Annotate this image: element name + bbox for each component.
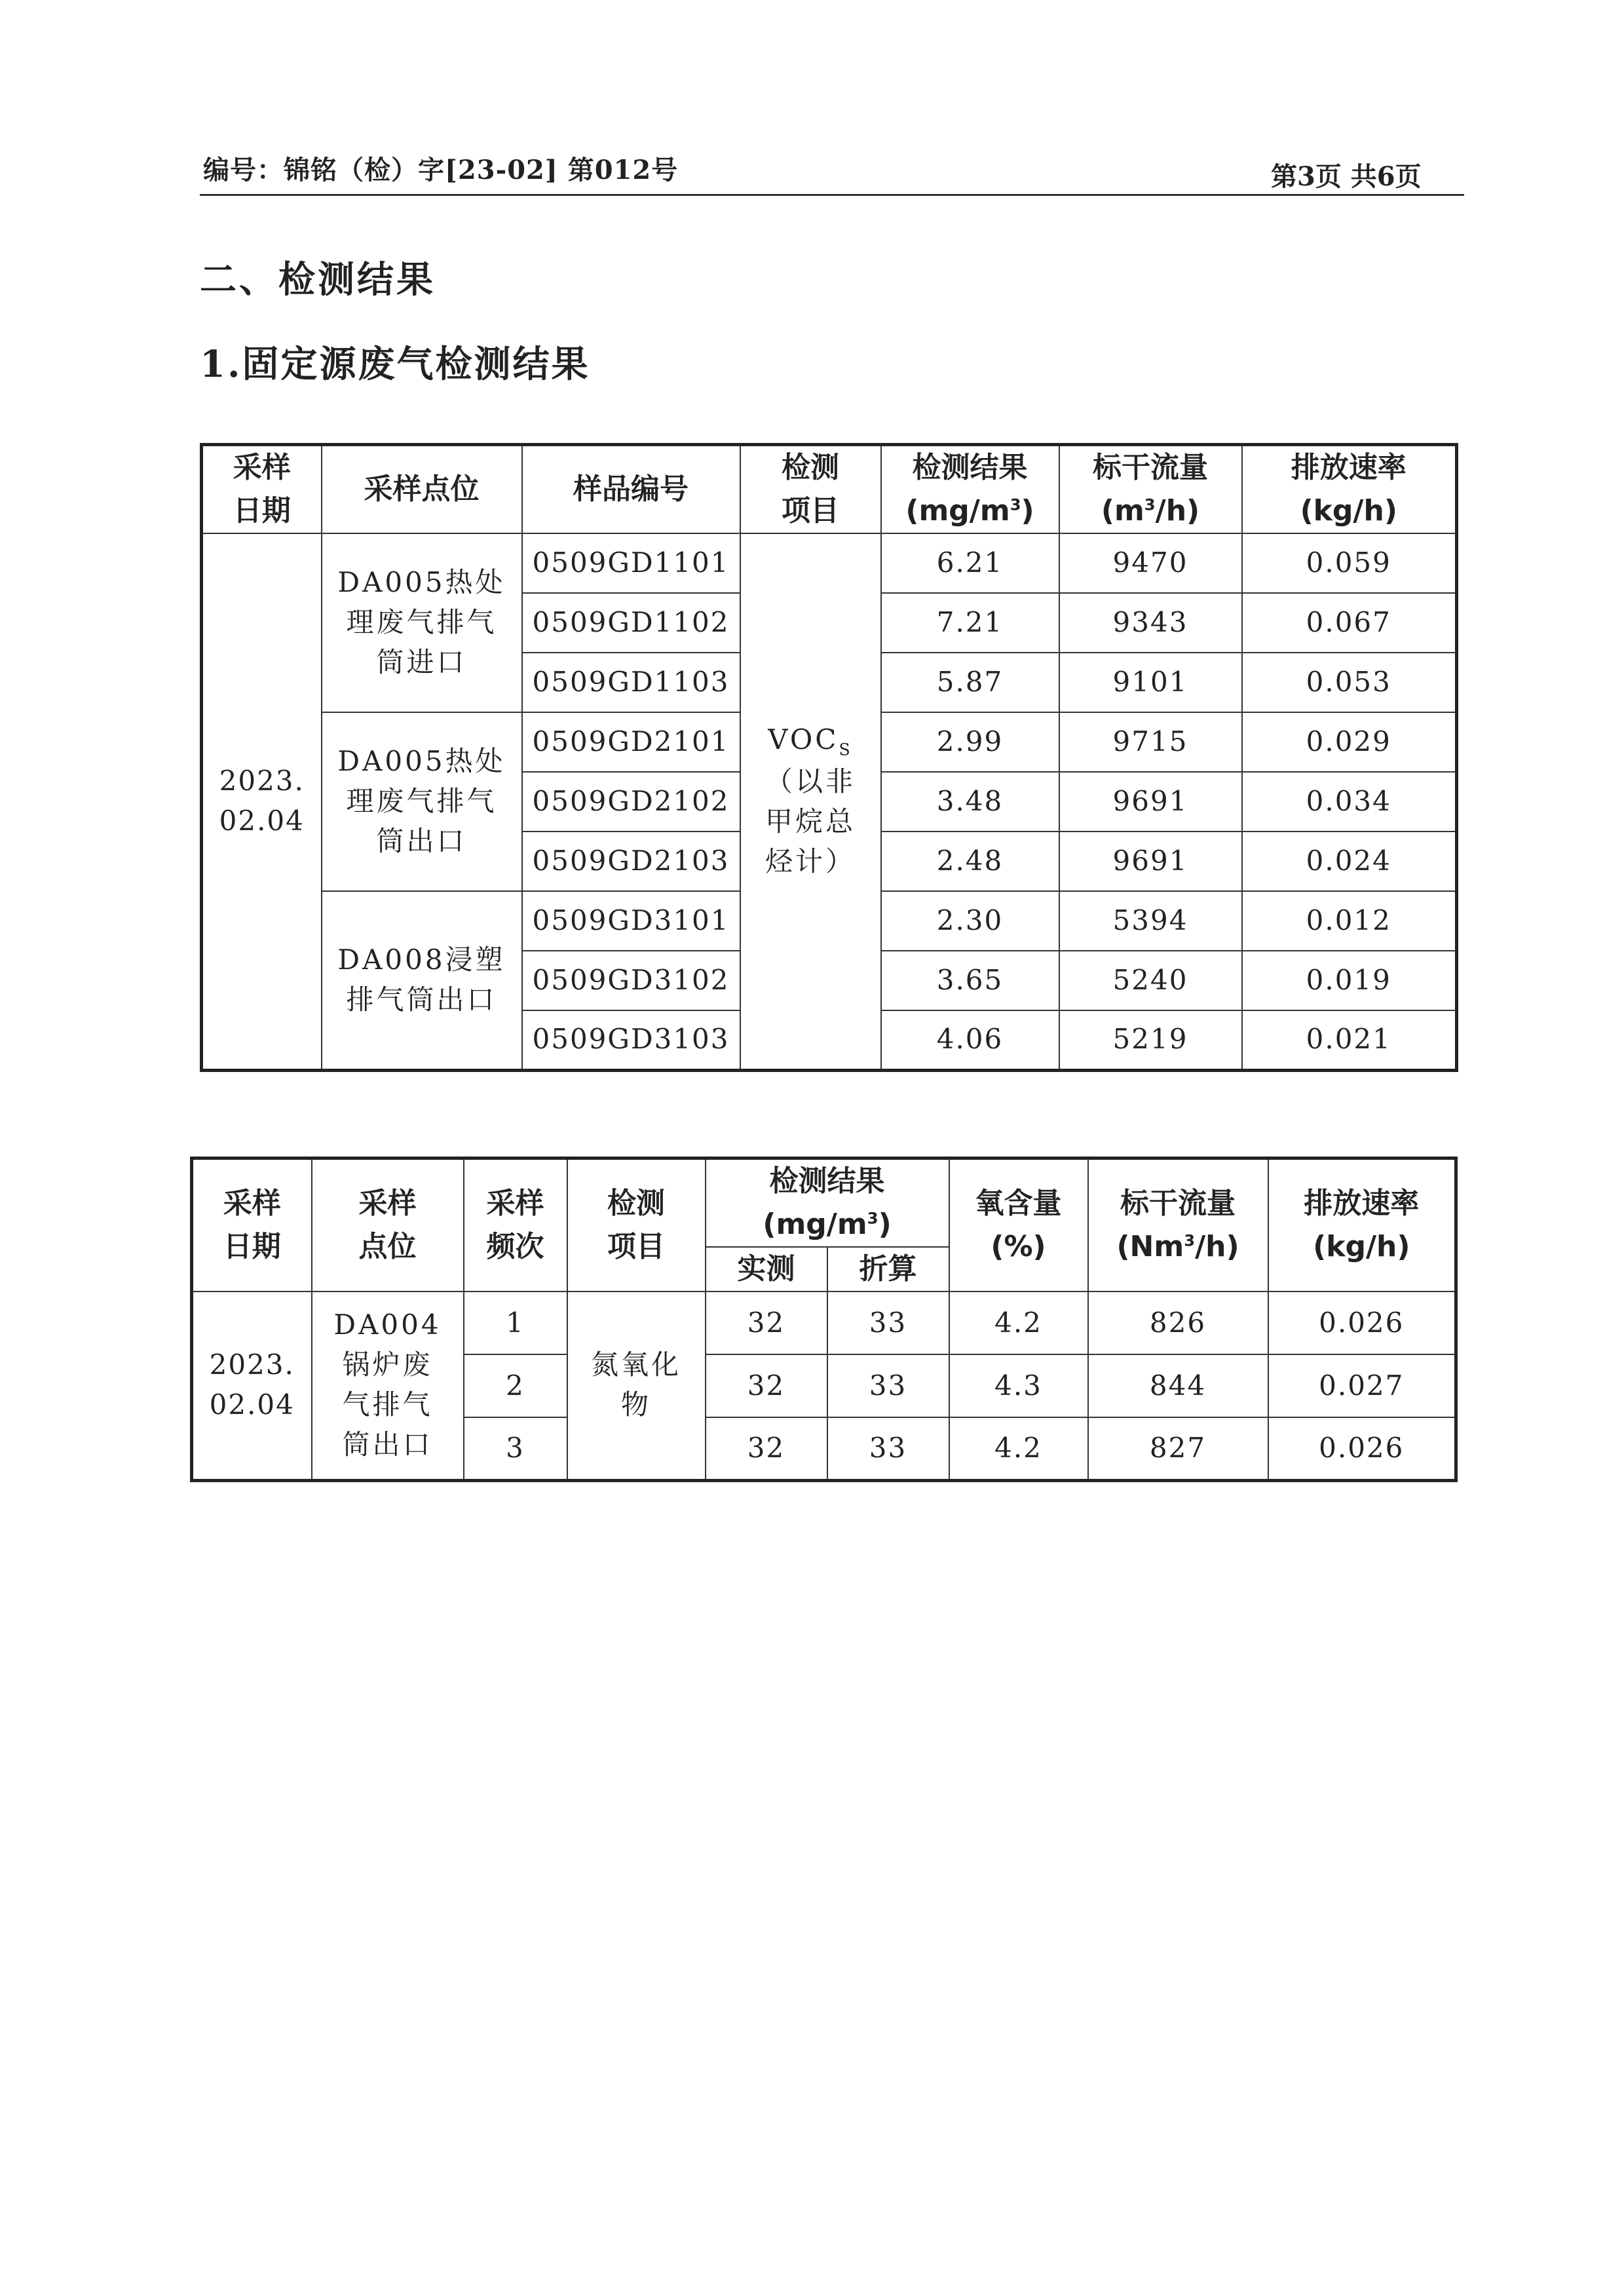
result-cell: 5.87 [881, 653, 1059, 712]
section-title: 二、检测结果 [200, 258, 436, 301]
flow-cell: 5394 [1059, 891, 1242, 951]
flow-cell: 5219 [1059, 1010, 1242, 1070]
header-test-item: 检测 项目 [567, 1158, 706, 1292]
oxygen-cell: 4.3 [949, 1354, 1088, 1417]
rate-cell: 0.067 [1242, 593, 1457, 653]
sample-id-cell: 0509GD3103 [522, 1010, 740, 1070]
header-sampling-point: 采样点位 [322, 445, 522, 534]
sample-id-cell: 0509GD3101 [522, 891, 740, 951]
frequency-cell: 2 [464, 1354, 567, 1417]
header-flow: 标干流量 (Nm$^3$/h) [1088, 1158, 1268, 1292]
sampling-point-cell: DA004 锅炉废 气排气 筒出口 [312, 1292, 464, 1480]
measured-cell: 32 [706, 1292, 827, 1354]
measured-cell: 32 [706, 1417, 827, 1480]
header-flow: 标干流量 $(m^3/h)$ [1059, 445, 1242, 534]
converted-cell: 33 [827, 1354, 949, 1417]
header-sampling-frequency: 采样 频次 [464, 1158, 567, 1292]
table-row [202, 533, 1457, 593]
flow-cell: 9470 [1059, 533, 1242, 593]
result-cell: 2.30 [881, 891, 1059, 951]
rate-cell: 0.021 [1242, 1010, 1457, 1070]
sample-id-cell: 0509GD1102 [522, 593, 740, 653]
rate-cell: 0.019 [1242, 951, 1457, 1010]
result-cell: 3.65 [881, 951, 1059, 1010]
frequency-cell: 1 [464, 1292, 567, 1354]
sample-id-cell: 0509GD2103 [522, 832, 740, 891]
document-number: 编号：锦铭（检）字[23-02] 第012号 [203, 155, 679, 185]
header-measured: 实测 [706, 1247, 827, 1292]
rate-cell: 0.059 [1242, 533, 1457, 593]
rate-cell: 0.027 [1268, 1354, 1456, 1417]
header-sampling-point: 采样 点位 [312, 1158, 464, 1292]
sample-id-cell: 0509GD3102 [522, 951, 740, 1010]
rate-cell: 0.026 [1268, 1292, 1456, 1354]
converted-cell: 33 [827, 1417, 949, 1480]
flow-cell: 5240 [1059, 951, 1242, 1010]
rate-cell: 0.026 [1268, 1417, 1456, 1480]
result-cell: 3.48 [881, 772, 1059, 832]
sample-id-cell: 0509GD1103 [522, 653, 740, 712]
header-converted: 折算 [827, 1247, 949, 1292]
result-cell: 4.06 [881, 1010, 1059, 1070]
result-cell: 7.21 [881, 593, 1059, 653]
test-item-cell: $VOC_S$ （以非 甲烷总 烃计） [740, 533, 881, 1070]
header-oxygen-content: 氧含量 (%) [949, 1158, 1088, 1292]
sample-id-cell: 0509GD2102 [522, 772, 740, 832]
sampling-date-cell: 2023. 02.04 [192, 1292, 312, 1480]
sampling-point-cell: DA008浸塑 排气筒出口 [322, 891, 522, 1070]
header-test-item: 检测 项目 [740, 445, 881, 534]
header-test-result: 检测结果 $(mg/m^3)$ [881, 445, 1059, 534]
oxygen-cell: 4.2 [949, 1292, 1088, 1354]
header-emission-rate: 排放速率 (kg/h) [1268, 1158, 1456, 1292]
flow-cell: 9101 [1059, 653, 1242, 712]
nox-results-table [190, 1157, 1458, 1482]
rate-cell: 0.024 [1242, 832, 1457, 891]
page-info: 第3页 共6页 [1271, 161, 1422, 192]
header-emission-rate: 排放速率 (kg/h) [1242, 445, 1457, 534]
flow-cell: 827 [1088, 1417, 1268, 1480]
result-cell: 6.21 [881, 533, 1059, 593]
sampling-point-cell: DA005热处 理废气排气 筒出口 [322, 712, 522, 891]
table-row [192, 1292, 1456, 1354]
table-header-row [202, 445, 1457, 534]
subsection-title: 1.固定源废气检测结果 [200, 343, 590, 386]
converted-cell: 33 [827, 1292, 949, 1354]
sample-id-cell: 0509GD1101 [522, 533, 740, 593]
measured-cell: 32 [706, 1354, 827, 1417]
result-cell: 2.99 [881, 712, 1059, 772]
sampling-point-cell: DA005热处 理废气排气 筒进口 [322, 533, 522, 712]
header-test-result: 检测结果 $(mg/m^3)$ [706, 1158, 949, 1248]
flow-cell: 844 [1088, 1354, 1268, 1417]
rate-cell: 0.053 [1242, 653, 1457, 712]
voc-results-table [200, 443, 1458, 1072]
rate-cell: 0.029 [1242, 712, 1457, 772]
header-sampling-date: 采样 日期 [192, 1158, 312, 1292]
result-cell: 2.48 [881, 832, 1059, 891]
oxygen-cell: 4.2 [949, 1417, 1088, 1480]
flow-cell: 826 [1088, 1292, 1268, 1354]
sampling-date-cell: 2023. 02.04 [202, 533, 322, 1070]
flow-cell: 9715 [1059, 712, 1242, 772]
flow-cell: 9343 [1059, 593, 1242, 653]
test-item-cell: 氮氧化 物 [567, 1292, 706, 1480]
frequency-cell: 3 [464, 1417, 567, 1480]
flow-cell: 9691 [1059, 772, 1242, 832]
rate-cell: 0.012 [1242, 891, 1457, 951]
rate-cell: 0.034 [1242, 772, 1457, 832]
flow-cell: 9691 [1059, 832, 1242, 891]
header-rule [200, 194, 1464, 196]
header-sampling-date: 采样 日期 [202, 445, 322, 534]
sample-id-cell: 0509GD2101 [522, 712, 740, 772]
header-sample-id: 样品编号 [522, 445, 740, 534]
table-header-row [192, 1158, 1456, 1248]
